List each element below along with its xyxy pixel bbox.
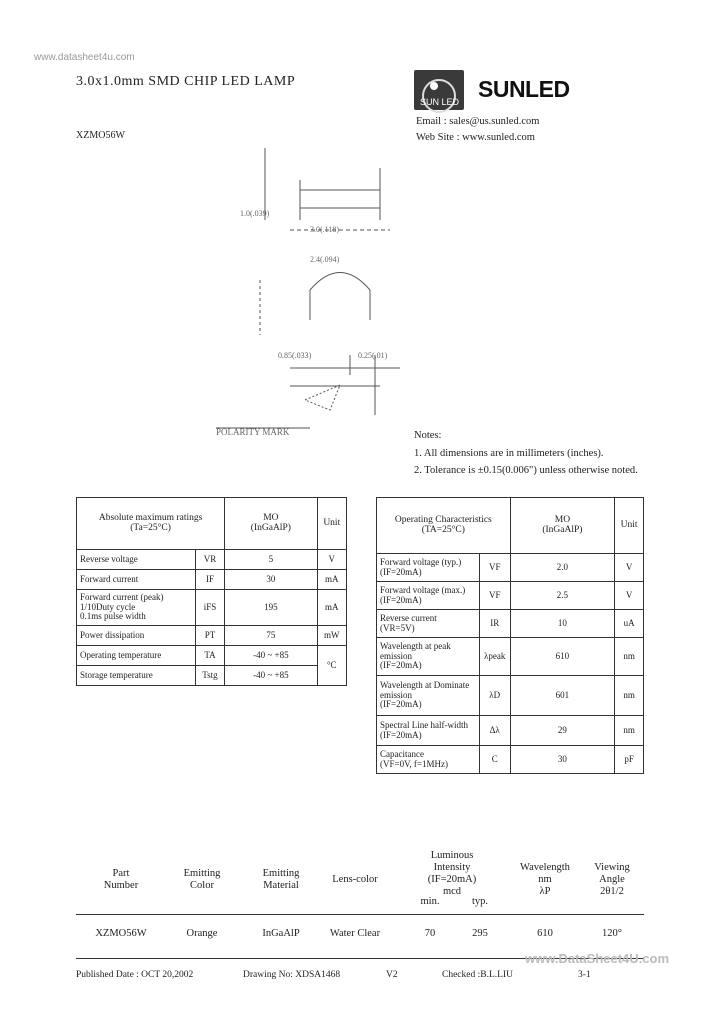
row-wavelength: 610 xyxy=(537,928,553,939)
abs-header-mo: MO (InGaAlP) xyxy=(225,498,317,550)
row-part: XZMO56W xyxy=(95,928,147,939)
table-row: Forward current IF 30 mA xyxy=(77,570,347,590)
operating-characteristics-table xyxy=(376,497,644,774)
table-row: Capacitance (VF=0V, f=1MHz) C 30 pF xyxy=(377,746,644,774)
watermark-bottom: www.DataSheet4U.com xyxy=(525,951,670,966)
dim-label-4: 0.85(.033) xyxy=(278,351,312,360)
dim-label-3: 2.4(.094) xyxy=(310,255,340,264)
op-header-mo: MO (InGaAlP) xyxy=(510,498,615,554)
table-row: Operating temperature TA -40 ~ +85 °C xyxy=(77,646,347,666)
dim-label-2: 3.0(.118) xyxy=(310,225,340,234)
polarity-mark-label: POLARITY MARK xyxy=(216,427,290,437)
col-lens-color: Lens-color xyxy=(332,874,378,885)
drawing-number: Drawing No: XDSA1468 xyxy=(243,970,341,980)
contact-web: Web Site : www.sunled.com xyxy=(416,132,535,143)
abs-max-ratings-table xyxy=(76,497,347,686)
version: V2 xyxy=(386,970,398,980)
dim-label-5: 0.25(.01) xyxy=(358,351,388,360)
col-min: min. xyxy=(420,896,440,907)
table-row: Reverse voltage VR 5 V xyxy=(77,550,347,570)
selection-guide-table xyxy=(76,850,644,960)
row-min: 70 xyxy=(424,928,436,939)
package-drawing xyxy=(216,140,470,440)
table-row: Forward voltage (max.) (IF=20mA) VF 2.5 V xyxy=(377,582,644,610)
part-number: XZMO56W xyxy=(76,130,125,141)
page-title: 3.0x1.0mm SMD CHIP LED LAMP xyxy=(76,74,296,89)
col-wavelength: Wavelength nm λP xyxy=(520,862,570,898)
logo-text: SUN LED xyxy=(420,97,460,107)
table-row: Forward voltage (typ.) (IF=20mA) VF 2.0 V xyxy=(377,554,644,582)
abs-header-unit: Unit xyxy=(317,498,346,550)
row-typ: 295 xyxy=(472,928,488,939)
col-emitting-material: Emitting Material xyxy=(262,868,300,892)
contact-email: Email : sales@us.sunled.com xyxy=(416,116,540,127)
table-row: Storage temperature Tstg -40 ~ +85 xyxy=(77,666,347,686)
table-divider xyxy=(76,914,644,915)
checked-by: Checked :B.L.LIU xyxy=(442,970,513,980)
brand-name: SUNLED xyxy=(478,76,570,102)
abs-header-param: Absolute maximum ratings (Ta=25°C) xyxy=(77,498,225,550)
table-row: Wavelength at peak emission (IF=20mA) λpeak 610 nm xyxy=(377,638,644,676)
table-row: Power dissipation PT 75 mW xyxy=(77,626,347,646)
col-emitting-color: Emitting Color xyxy=(183,868,221,892)
note-1: 1. All dimensions are in millimeters (inches). xyxy=(414,448,604,459)
op-header-param: Operating Characteristics (TA=25°C) xyxy=(377,498,511,554)
table-row: Spectral Line half-width (IF=20mA) Δλ 29 nm xyxy=(377,716,644,746)
page-number: 3-1 xyxy=(578,970,591,980)
watermark-top: www.datasheet4u.com xyxy=(34,52,135,63)
table-row: Forward current (peak) 1/10Duty cycle 0.1ms pulse width iFS 195 mA xyxy=(77,590,347,626)
op-header-unit: Unit xyxy=(615,498,644,554)
col-typ: typ. xyxy=(471,896,489,907)
table-row: Reverse current (VR=5V) IR 10 uA xyxy=(377,610,644,638)
row-material: InGaAlP xyxy=(262,928,300,939)
col-part-number: Part Number xyxy=(103,868,139,892)
table-row: Wavelength at Dominate emission (IF=20mA) λD 601 nm xyxy=(377,676,644,716)
row-lens: Water Clear xyxy=(329,928,381,939)
col-viewing-angle: Viewing Angle 2θ1/2 xyxy=(594,862,630,898)
published-date: Published Date : OCT 20,2002 xyxy=(76,970,194,980)
dim-label-1: 1.0(.039) xyxy=(240,209,270,218)
notes-heading: Notes: xyxy=(414,430,442,441)
row-angle: 120° xyxy=(602,928,622,939)
row-color: Orange xyxy=(186,928,218,939)
col-luminous-intensity: Luminous Intensity (IF=20mA) mcd xyxy=(427,850,477,898)
note-2: 2. Tolerance is ±0.15(0.006") unless otherwise noted. xyxy=(414,465,638,476)
